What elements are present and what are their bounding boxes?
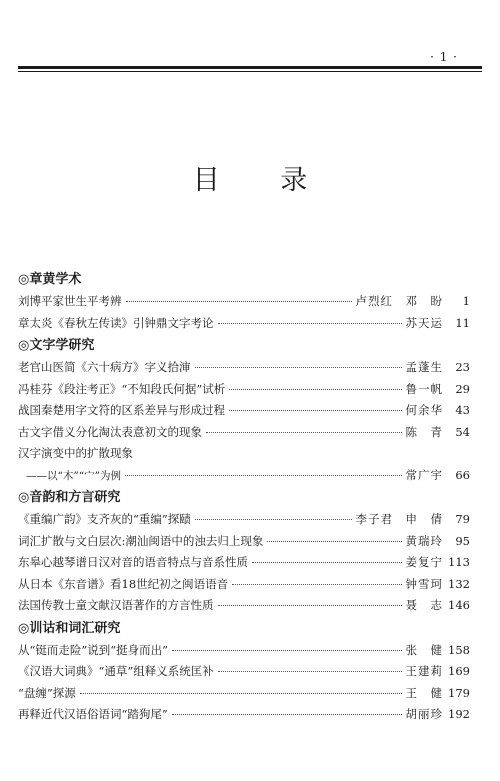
toc-entry[interactable] bbox=[18, 443, 470, 465]
entry-title: 词汇扩散与文白层次:潮汕闽语中的浊去归上现象 bbox=[18, 533, 264, 548]
entry-page: 23 bbox=[455, 360, 470, 374]
entry-author: 黄瑞玲 bbox=[405, 533, 443, 548]
toc-entry[interactable] bbox=[18, 400, 470, 422]
entry-author: 聂 志 bbox=[405, 598, 443, 612]
dot-leader bbox=[195, 367, 402, 368]
dot-leader bbox=[229, 389, 401, 390]
dot-leader bbox=[172, 714, 402, 715]
entry-author: 卢烈红 邓 盼 bbox=[355, 294, 443, 308]
entry-page: 95 bbox=[455, 533, 470, 548]
entry-title: 《汉语大词典》“通草”组释义系统匡补 bbox=[18, 664, 214, 678]
entry-title: 东皋心越琴谱日汉对音的语音特点与音系性质 bbox=[18, 555, 248, 569]
entry-author: 鲁一帆 bbox=[405, 381, 443, 396]
entry-title: 老官山医简《六十病方》字义拾渖 bbox=[18, 360, 191, 374]
entry-title: 法国传教士童文献汉语著作的方言性质 bbox=[18, 598, 214, 612]
entry-title: 战国秦楚用字文符的区系差异与形成过程 bbox=[18, 403, 225, 417]
toc-entry[interactable] bbox=[18, 379, 470, 401]
entry-page: 66 bbox=[455, 467, 470, 482]
toc-entry[interactable] bbox=[18, 313, 470, 335]
header-rule-thin bbox=[18, 71, 482, 72]
entry-subtitle: ——以“木”“宀”为例 bbox=[26, 469, 121, 482]
entry-author: 苏天运 bbox=[405, 315, 443, 330]
toc-entry[interactable] bbox=[18, 595, 470, 617]
toc-entry[interactable] bbox=[18, 574, 470, 596]
entry-author: 陈 青 bbox=[405, 424, 443, 439]
section-heading: ◎文字学研究 bbox=[18, 338, 95, 353]
entry-author: 姜复宁 bbox=[405, 555, 443, 569]
entry-title: “盘缠”探源 bbox=[18, 685, 76, 700]
dot-leader bbox=[232, 584, 401, 585]
entry-page: 179 bbox=[448, 685, 470, 700]
entry-author: 李子君 申 倩 bbox=[355, 512, 443, 526]
entry-author: 常广宇 bbox=[405, 467, 443, 482]
entry-author: 张 健 bbox=[405, 642, 443, 657]
dot-leader bbox=[206, 432, 402, 433]
entry-page: 158 bbox=[448, 642, 470, 657]
entry-author: 钟雪珂 bbox=[405, 576, 443, 591]
entry-page: 54 bbox=[455, 424, 470, 439]
toc-entry[interactable] bbox=[18, 509, 470, 531]
entry-page: 43 bbox=[455, 403, 470, 417]
dot-leader bbox=[126, 301, 352, 302]
entry-page: 79 bbox=[455, 512, 470, 526]
toc-entry[interactable] bbox=[18, 357, 470, 379]
page-number: · 1 · bbox=[430, 50, 458, 64]
header-rule-thick bbox=[18, 66, 482, 69]
toc-entry[interactable] bbox=[18, 640, 470, 662]
toc-entry[interactable] bbox=[18, 422, 470, 444]
dot-leader bbox=[252, 562, 402, 563]
entry-title: 《重编广韵》支齐灰的“重编”探赜 bbox=[18, 512, 191, 526]
entry-title: 再释近代汉语俗语词“踏狗尾” bbox=[18, 707, 168, 721]
entry-title: 从日本《东音谱》看18世纪初之闽语语音 bbox=[18, 576, 229, 591]
toc-entry[interactable] bbox=[18, 531, 470, 553]
entry-page: 11 bbox=[455, 315, 470, 330]
entry-title: 古文字借义分化淘汰表意初文的现象 bbox=[18, 424, 202, 439]
toc-entry[interactable] bbox=[18, 661, 470, 683]
entry-author: 胡丽珍 bbox=[405, 707, 443, 721]
entry-author: 王 健 bbox=[405, 685, 443, 700]
entry-author: 孟蓬生 bbox=[405, 360, 443, 374]
entry-page: 169 bbox=[448, 664, 470, 678]
entry-page: 1 bbox=[462, 294, 470, 308]
entry-author: 王建莉 bbox=[405, 664, 443, 678]
toc-entry[interactable] bbox=[18, 291, 470, 313]
toc-entry[interactable] bbox=[18, 683, 470, 705]
dot-leader bbox=[229, 410, 402, 411]
dot-leader bbox=[80, 693, 402, 694]
dot-leader bbox=[218, 671, 402, 672]
entry-title: 刘博平家世生平考辨 bbox=[18, 294, 122, 308]
entry-title: 冯桂芬《段注考正》“不知段氏何据”试析 bbox=[18, 381, 226, 396]
section-heading: ◎章黄学术 bbox=[18, 272, 82, 287]
dot-leader bbox=[172, 650, 401, 651]
entry-title: 章太炎《春秋左传读》引钟鼎文字考论 bbox=[18, 315, 214, 330]
entry-page: 29 bbox=[455, 381, 470, 396]
table-of-contents bbox=[18, 268, 470, 726]
entry-title: 汉字演变中的扩散现象 bbox=[18, 446, 133, 460]
entry-author: 何余华 bbox=[405, 403, 443, 417]
dot-leader bbox=[218, 605, 402, 606]
dot-leader bbox=[125, 475, 402, 476]
dot-leader bbox=[218, 323, 402, 324]
entry-page: 113 bbox=[448, 555, 470, 569]
section-heading: ◎音韵和方言研究 bbox=[18, 490, 121, 505]
section-heading: ◎训诂和词汇研究 bbox=[18, 620, 121, 636]
dot-leader bbox=[195, 519, 352, 520]
toc-entry-subtitle[interactable] bbox=[18, 465, 470, 487]
entry-page: 146 bbox=[448, 598, 470, 612]
entry-page: 192 bbox=[448, 707, 470, 721]
page-title: 目 录 bbox=[192, 165, 334, 196]
toc-entry[interactable] bbox=[18, 704, 470, 726]
toc-entry[interactable] bbox=[18, 552, 470, 574]
dot-leader bbox=[267, 541, 401, 542]
entry-page: 132 bbox=[448, 576, 470, 591]
entry-title: 从“铤而走险”说到“挺身而出” bbox=[18, 642, 169, 657]
